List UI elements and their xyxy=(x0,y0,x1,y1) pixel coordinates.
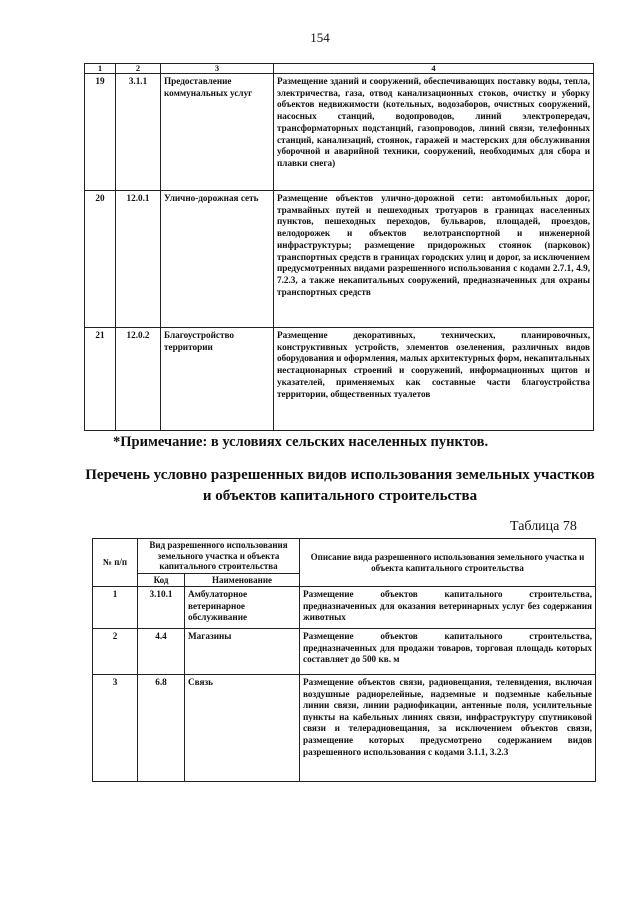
table-label: Таблица 78 xyxy=(510,519,577,534)
row-code: 3.1.1 xyxy=(116,74,161,191)
conditional-use-table xyxy=(92,538,596,782)
row-name: Связь xyxy=(185,675,300,782)
row-name: Предоставление коммунальных услуг xyxy=(161,74,274,191)
column-number-4: 4 xyxy=(274,64,594,74)
row-number: 1 xyxy=(93,587,138,629)
row-code: 4.4 xyxy=(138,629,185,675)
row-number: 3 xyxy=(93,675,138,782)
row-code: 3.10.1 xyxy=(138,587,185,629)
table-row xyxy=(93,675,596,782)
row-name: Улично-дорожная сеть xyxy=(161,191,274,328)
row-description: Размещение объектов связи, радиовещания, телевидения, включая воздушные радиорелейные, надземные и подземные кабельные линии связи, линии радиофикации, антенные поля, усилительные пункты на кабельных линиях связи, инфраструктуру спутниковой связи и телерадиовещания, за исключением объектов связи, размещение которых предусмотрено содержанием видов разрешенного использования с кодами 3.1.1, 3.2.3 xyxy=(300,675,596,782)
section-title: Перечень условно разрешенных видов использования земельных участков и объектов капитального строительства xyxy=(85,467,595,504)
footnote: *Примечание: в условиях сельских населенных пунктов. xyxy=(113,434,489,450)
row-number: 2 xyxy=(93,629,138,675)
row-number: 20 xyxy=(85,191,116,328)
row-name: Амбулаторное ветеринарное обслуживание xyxy=(185,587,300,629)
row-name: Благоустройство территории xyxy=(161,328,274,431)
row-code: 12.0.2 xyxy=(116,328,161,431)
row-description: Размещение декоративных, технических, планировочных, конструктивных устройств, элементов озеленения, различных видов оборудования и оформления, малых архитектурных форм, некапитальных нестационарных строений и сооружений, информационных щитов и указателей, применяемых как составные части благоустройства территории, общественных туалетов xyxy=(274,328,594,431)
table-row xyxy=(85,74,594,191)
header-code: Код xyxy=(138,573,185,587)
row-code: 12.0.1 xyxy=(116,191,161,328)
header-description: Описание вида разрешенного использования земельного участка и объекта капитального строительства xyxy=(300,539,596,587)
column-number-3: 3 xyxy=(161,64,274,74)
row-description: Размещение объектов капитального строительства, предназначенных для продажи товаров, торговая площадь которых составляет до 500 кв. м xyxy=(300,629,596,675)
row-description: Размещение зданий и сооружений, обеспечивающих поставку воды, тепла, электричества, газа, отвод канализационных стоков, очистку и уборку объектов недвижимости (котельных, водозаборов, очистных сооружений, насосных станций, водопроводов, линий электропередач, трансформаторных подстанций, газопроводов, линий связи, телефонных станций, канализаций, стоянок, гаражей и мастерских для обслуживания уборочной и аварийной техники, сооружений, необходимых для сбора и плавки снега) xyxy=(274,74,594,191)
page-number: 154 xyxy=(310,30,330,45)
table-header-row xyxy=(85,64,594,74)
table-row xyxy=(85,328,594,431)
row-name: Магазины xyxy=(185,629,300,675)
row-number: 19 xyxy=(85,74,116,191)
row-description: Размещение объектов улично-дорожной сети: автомобильных дорог, трамвайных путей и пешеходных тротуаров в границах населенных пунктов, пешеходных переходов, бульваров, площадей, проездов, велодорожек и объектов велотранспортной и инженерной инфраструктуры; размещение придорожных стоянок (парковок) транспортных средств в границах городских улиц и дорог, за исключением предусмотренных видами разрешенного использования с кодами 2.7.1, 4.9, 7.2.3, а также некапитальных сооружений, предназначенных для охраны транспортных средств xyxy=(274,191,594,328)
row-code: 6.8 xyxy=(138,675,185,782)
table-row xyxy=(93,587,596,629)
header-number: № п/п xyxy=(93,539,138,587)
table-header-row xyxy=(93,539,596,574)
table-row xyxy=(93,629,596,675)
row-description: Размещение объектов капитального строительства, предназначенных для оказания ветеринарных услуг без содержания животных xyxy=(300,587,596,629)
column-number-2: 2 xyxy=(116,64,161,74)
land-use-table-continued xyxy=(84,63,594,431)
table-row xyxy=(85,191,594,328)
header-use-type: Вид разрешенного использования земельного участка и объекта капитального строительства xyxy=(138,539,300,574)
row-number: 21 xyxy=(85,328,116,431)
header-name: Наименование xyxy=(185,573,300,587)
column-number-1: 1 xyxy=(85,64,116,74)
